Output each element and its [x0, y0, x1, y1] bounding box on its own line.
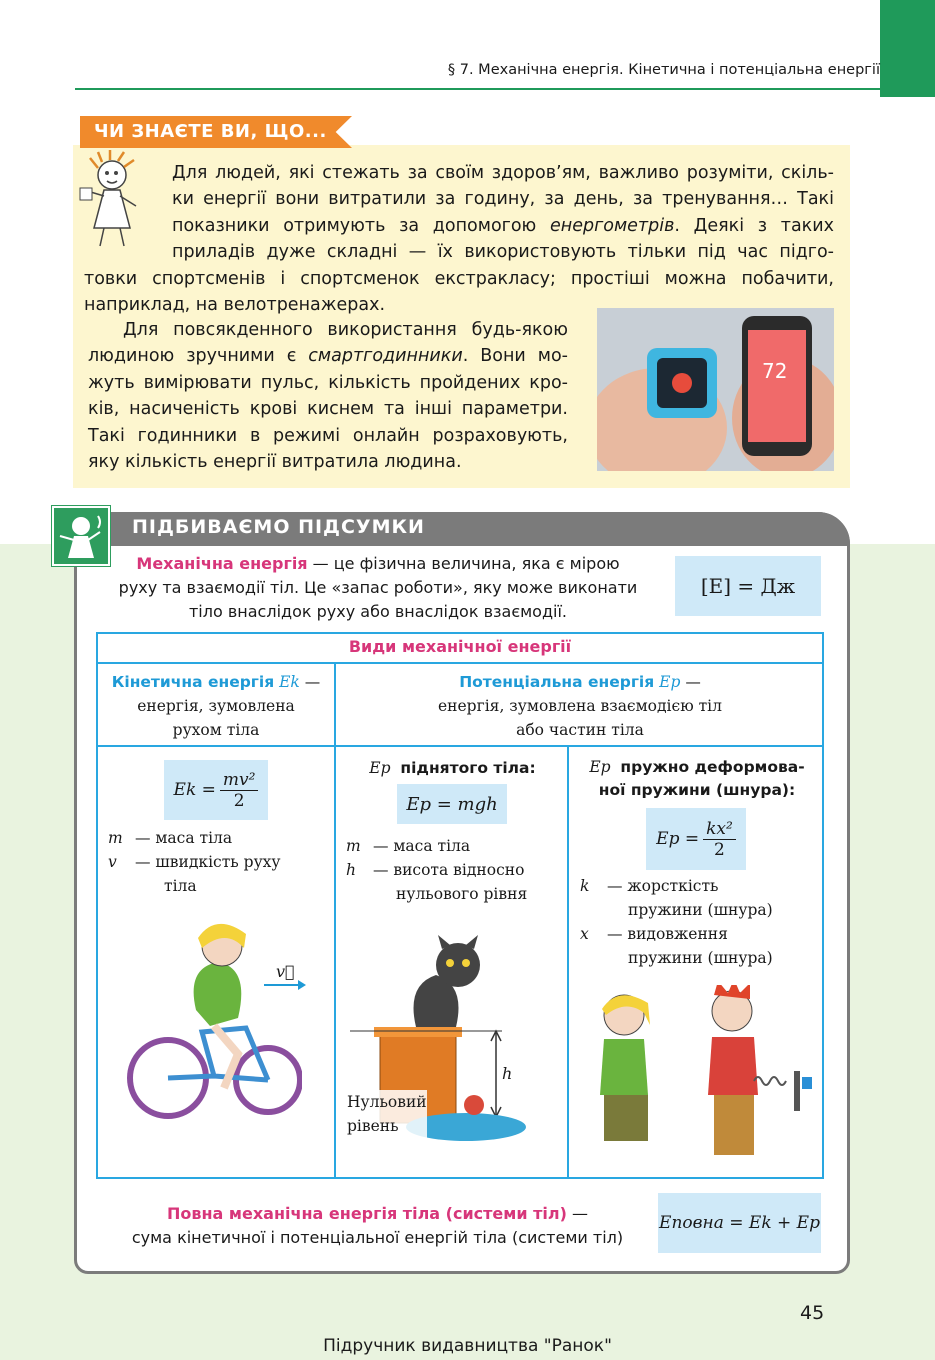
running-title: § 7. Механічна енергія. Кінетична і потенціальна енергії: [447, 62, 880, 78]
term-mechanical-energy: Механічна енергія: [136, 554, 308, 573]
legend-symbol: k: [580, 877, 590, 895]
spring-title-text: ної пружини (шнура):: [598, 781, 796, 799]
term-energometers: енергометрів: [549, 215, 675, 236]
spring-legend: [580, 874, 820, 970]
potential-symbol: Ep: [659, 673, 681, 691]
table-divider-1: [334, 662, 336, 1179]
velocity-label: v⃗: [276, 962, 295, 981]
legend-row: [108, 850, 332, 874]
text-line: [100, 1202, 655, 1226]
header-rule: [75, 88, 880, 90]
table-header-text: Види механічної енергії: [348, 637, 572, 656]
spring-title: [572, 756, 822, 802]
fraction: [220, 770, 259, 811]
phone-screen-value: 72: [762, 359, 788, 383]
text-line: ків, насиченість крові киснем та інші параметри.: [88, 399, 568, 420]
formula-lhs: Ek =: [173, 780, 216, 800]
text-span: — це фізична величина, яка є мірою: [307, 554, 620, 573]
table-border-header: [96, 662, 824, 664]
fraction-numerator: mv²: [220, 770, 259, 791]
spring-formula: [646, 808, 746, 870]
zero-level-label: [347, 1090, 427, 1138]
table-border-left: [96, 632, 98, 1179]
legend-row: нульового рівня: [396, 885, 528, 903]
spring-title-text: пружно деформова-: [620, 758, 805, 776]
text-span: показники отримують за допомогою: [172, 215, 550, 236]
legend-text: — швидкість руху: [134, 853, 281, 871]
unit-formula-text: [E] = Дж: [700, 574, 796, 598]
legend-row: [580, 874, 820, 898]
legend-symbol: h: [346, 861, 356, 879]
summary-title: ПІДБИВАЄМО ПІДСУМКИ: [132, 516, 425, 538]
legend-text: — висота відносно: [372, 861, 525, 879]
formula-lhs: Ep =: [656, 829, 700, 849]
text-line: приладів дуже складні — їх використовують тільки під час підго-: [172, 242, 834, 263]
energy-definition: [98, 552, 658, 624]
dash: —: [566, 1204, 589, 1223]
kinetic-symbol: Ek: [279, 673, 300, 691]
legend-row: [580, 922, 820, 946]
legend-row: [108, 826, 332, 850]
fraction: [703, 819, 736, 860]
text-line: ки енергії вони витратили за годину, за день, за тренування… Такі: [172, 189, 834, 210]
potential-title: Потенціальна енергія: [459, 673, 655, 691]
did-you-know-title: ЧИ ЗНАЄТЕ ВИ, ЩО...: [94, 121, 327, 142]
did-you-know-paragraph-1: [84, 160, 834, 318]
chapter-tab-top: [880, 0, 935, 97]
legend-symbol: v: [108, 853, 117, 871]
legend-row: тіла: [164, 877, 197, 895]
total-formula-text: Eповна = Ek + Ep: [659, 1213, 820, 1233]
text-line: [572, 756, 822, 779]
text-line: [338, 670, 822, 694]
text-line: руху та взаємодії тіл. Це «запас роботи», яку може виконати: [118, 578, 638, 597]
table-divider-2: [567, 745, 569, 1179]
spring-kids-illustration: [578, 985, 818, 1170]
did-you-know-paragraph-2: [88, 317, 568, 475]
spring-symbol: Ep: [589, 758, 611, 776]
raised-title-text: піднятого тіла:: [400, 759, 536, 777]
text-line: енергія, зумовлена: [137, 697, 295, 715]
text-line: [88, 343, 568, 369]
raised-legend: [346, 834, 566, 906]
legend-text: — видовження: [606, 925, 728, 943]
text-line: [98, 552, 658, 576]
text-line: або частин тіла: [516, 721, 644, 739]
text-line: Для людей, які стежать за своїм здоров’ям, важливо розуміти, скіль-: [172, 163, 834, 183]
fraction-numerator: kx²: [703, 819, 736, 840]
legend-text: — маса тіла: [372, 837, 471, 855]
text-line: товки спортсменів і спортсменок екстракласу; простіші можна побачити,: [84, 268, 834, 289]
raised-body-title: [338, 756, 567, 780]
text-span: . Деякі з таких: [674, 215, 834, 236]
table-border-row: [96, 745, 824, 747]
legend-row: пружини (шнура): [628, 901, 773, 919]
legend-symbol: x: [580, 925, 589, 943]
text-line: рухом тіла: [172, 721, 260, 739]
publisher-footer: Підручник видавництва "Ранок": [323, 1336, 612, 1356]
legend-symbol: m: [346, 837, 361, 855]
text-line: наприклад, на велотренажерах.: [84, 295, 386, 316]
total-energy-definition: [100, 1202, 655, 1250]
legend-text: — маса тіла: [134, 829, 233, 847]
raised-symbol: Ep: [369, 759, 391, 777]
text-line: сума кінетичної і потенціальної енергій тіла (системи тіл): [131, 1228, 624, 1247]
text-line: [84, 213, 834, 239]
kinetic-title: Кінетична енергія: [111, 673, 275, 691]
cyclist-girl-illustration: [126, 918, 302, 1130]
text-line: [572, 779, 822, 802]
term-total-energy: Повна механічна енергія тіла (системи тіл): [166, 1204, 567, 1223]
potential-header-cell: [338, 670, 822, 742]
text-line: яку кількість енергії витратила людина.: [88, 452, 462, 473]
text-span: . Вони мо-: [462, 346, 568, 367]
table-border-bottom: [96, 1177, 824, 1179]
text-span: людиною зручними є: [88, 346, 309, 367]
text-line: Для повсякденного використання будь-якою: [123, 320, 568, 340]
dash: —: [685, 673, 701, 691]
fraction-denominator: 2: [233, 790, 245, 811]
fraction-denominator: 2: [714, 839, 725, 860]
smartwatch-photo: [597, 308, 834, 471]
unit-formula: [675, 556, 821, 616]
text-line: [100, 670, 332, 694]
text-line: тіло внаслідок руху або внаслідок взаємодії.: [188, 602, 567, 621]
legend-symbol: m: [108, 829, 123, 847]
table-border-top: [96, 632, 824, 634]
kinetic-legend: [108, 826, 332, 898]
legend-row: [346, 858, 566, 882]
text-line: жуть вимірювати пульс, кількість пройдених кро-: [88, 372, 568, 393]
table-header: [96, 637, 824, 656]
text-line: рівень: [347, 1117, 399, 1135]
legend-text: — жорсткість: [606, 877, 719, 895]
raised-formula-text: Ep = mgh: [406, 793, 498, 815]
legend-row: [346, 834, 566, 858]
text-line: енергія, зумовлена взаємодією тіл: [438, 697, 722, 715]
kinetic-header-cell: [100, 670, 332, 742]
raised-formula: [397, 784, 507, 824]
dash: —: [304, 673, 321, 691]
table-border-right: [822, 632, 824, 1179]
height-label: h: [502, 1064, 513, 1083]
smartwatch-photo-illustration: [597, 308, 834, 471]
page-number: 45: [800, 1302, 825, 1324]
term-smartwatches: смартгодинники: [308, 346, 463, 367]
kinetic-formula: [164, 760, 268, 820]
legend-row: пружини (шнура): [628, 949, 773, 967]
text-line: Такі годинники в режимі онлайн розраховують,: [88, 425, 568, 446]
text-line: Нульовий: [347, 1093, 427, 1111]
total-energy-formula: [658, 1193, 821, 1253]
